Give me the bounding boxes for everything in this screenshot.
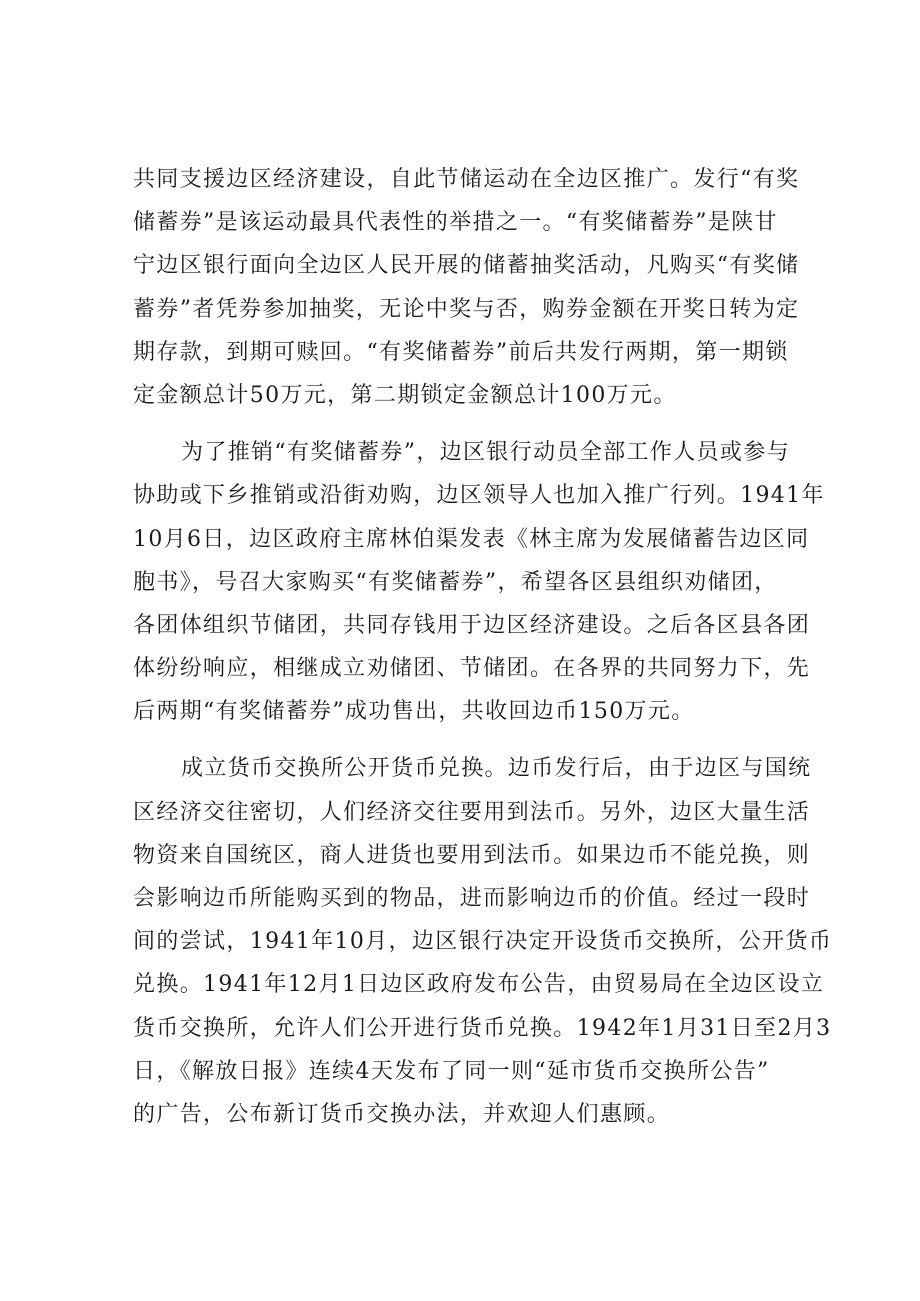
text-line: 物资来自国统区，商人进货也要用到法币。如果边币不能兑换，则 xyxy=(133,842,811,868)
text-line: 会影响边币所能购买到的物品，进而影响边币的价值。经过一段时 xyxy=(133,886,811,911)
text-line: 间的尝试，1941年10月，边区银行决定开设货币交换所，公开货币 xyxy=(133,929,833,955)
text-line: 胞书》，号召大家购买“有奖储蓄券”，希望各区县组织劝储团， xyxy=(133,569,778,595)
text-line: 体纷纷响应，相继成立劝储团、节储团。在各界的共同努力下，先 xyxy=(133,656,811,682)
text-line: 共同支援边区经济建设，自此节储运动在全边区推广。发行“有奖 xyxy=(133,167,800,192)
text-line: 宁边区银行面向全边区人民开展的储蓄抽奖活动，凡购买“有奖储 xyxy=(133,253,800,279)
text-line: 蓄券”者凭券参加抽奖，无论中奖与否，购券金额在开奖日转为定 xyxy=(133,296,800,322)
paragraph-1 xyxy=(133,158,800,417)
text-line: 兑换。1941年12月1日边区政府发布公告，由贸易局在全边区设立 xyxy=(133,972,825,998)
text-line: 各团体组织节储团，共同存钱用于边区经济建设。之后各区县各团 xyxy=(133,612,811,638)
text-line: 成立货币交换所公开货币兑换。边币发行后，由于边区与国统 xyxy=(181,756,812,782)
text-line: 定金额总计50万元，第二期锁定金额总计100万元。 xyxy=(133,382,677,408)
text-line: 10月6日，边区政府主席林伯渠发表《林主席为发展储蓄告边区同 xyxy=(133,526,810,552)
text-line: 货币交换所，允许人们公开进行货币兑换。1942年1月31日至2月3 xyxy=(133,1015,832,1041)
body-text xyxy=(133,158,833,1136)
text-line: 储蓄券”是该运动最具代表性的举措之一。“有奖储蓄券”是陕甘 xyxy=(133,210,778,236)
text-line: 后两期“有奖储蓄券”成功售出，共收回边币150万元。 xyxy=(133,699,695,725)
text-line: 的广告，公布新订货币交换办法，并欢迎人们惠顾。 xyxy=(133,1101,671,1127)
paragraph-3 xyxy=(133,747,833,1136)
text-line: 为了推销“有奖储蓄券”，边区银行动员全部工作人员或参与 xyxy=(181,440,790,466)
text-line: 协助或下乡推销或沿街劝购，边区领导人也加入推广行列。1941年 xyxy=(133,483,825,509)
text-line: 日，《解放日报》连续4天发布了同一则“延市货币交换所公告” xyxy=(133,1058,770,1084)
paragraph-2 xyxy=(133,431,825,733)
text-line: 区经济交往密切，人们经济交往要用到法币。另外，边区大量生活 xyxy=(133,799,811,825)
text-line: 期存款，到期可赎回。“有奖储蓄券”前后共发行两期，第一期锁 xyxy=(133,339,789,365)
